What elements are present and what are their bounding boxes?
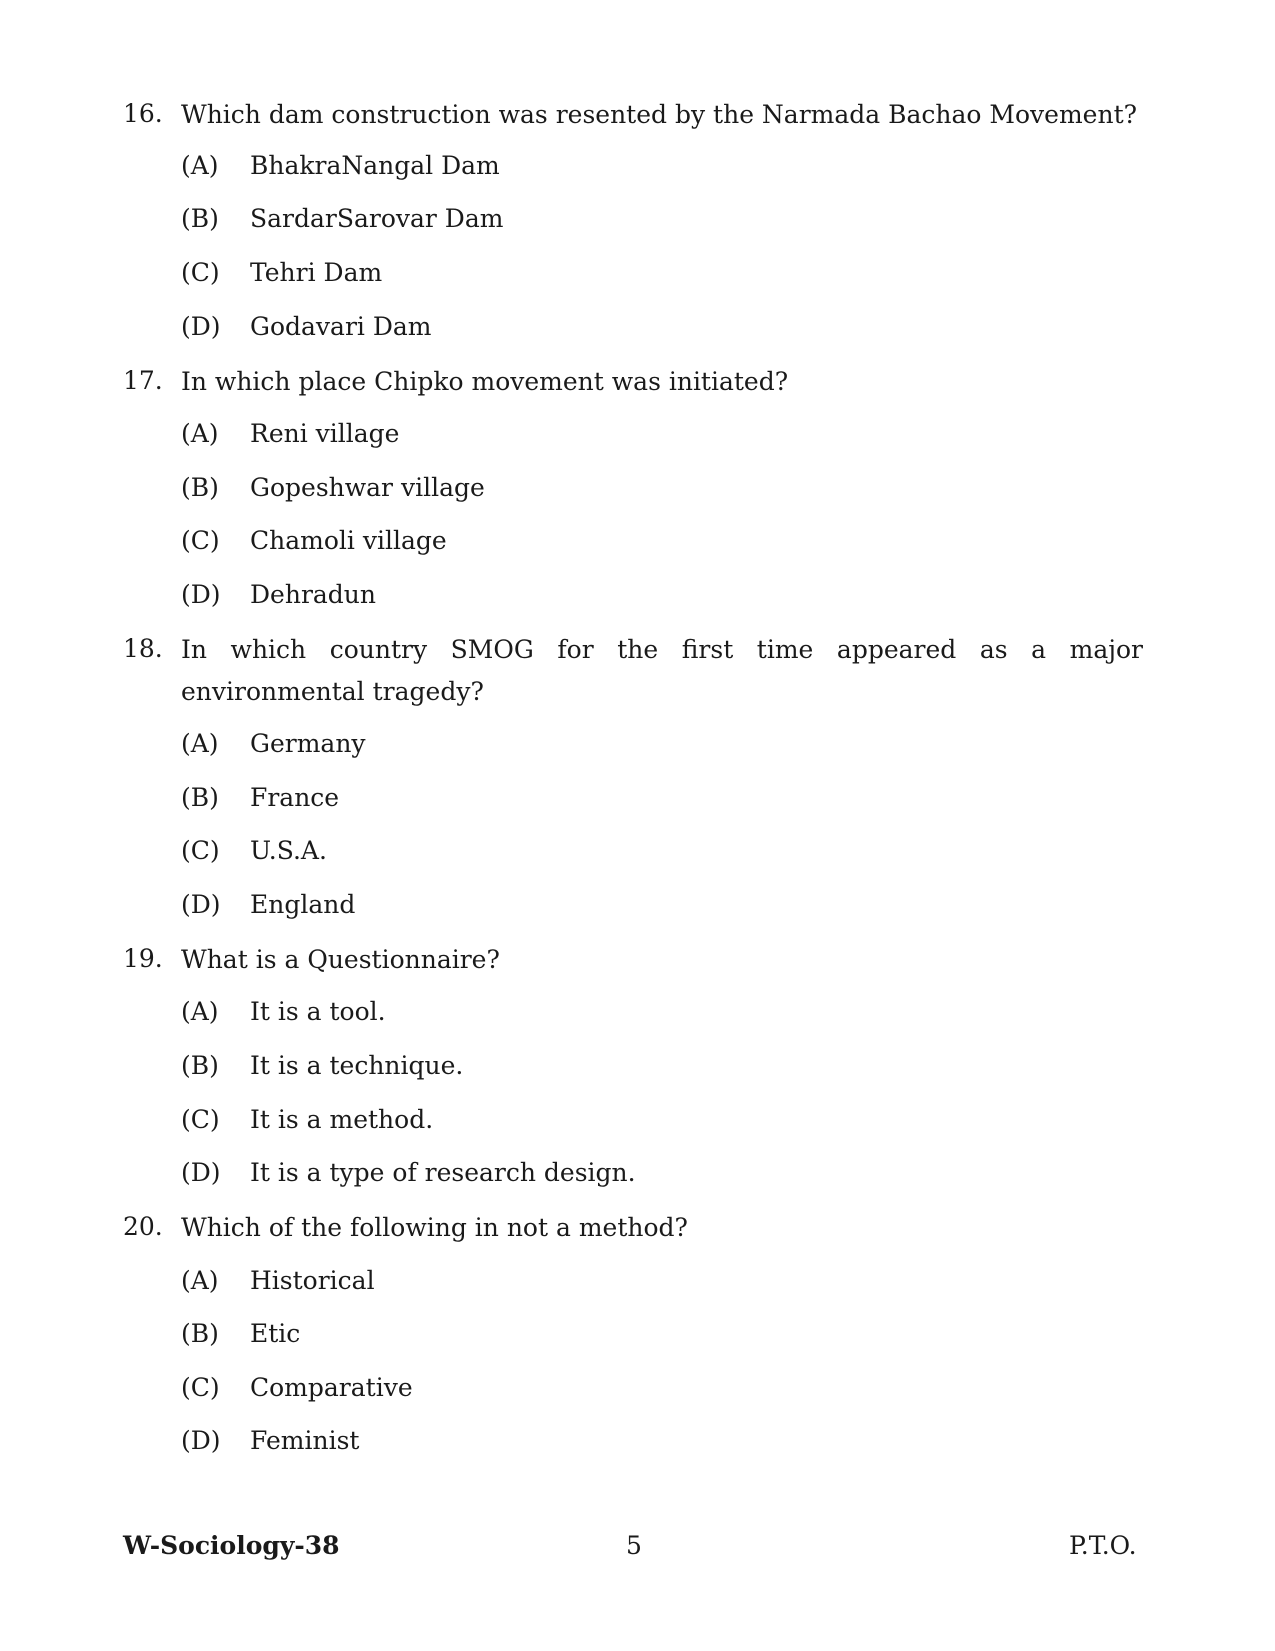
option-17-a [0, 414, 1275, 454]
option-label: (A) [181, 1266, 219, 1295]
question-number: 18. [123, 634, 163, 663]
option-text: Tehri Dam [250, 258, 383, 287]
option-19-d [0, 1153, 1275, 1193]
question-text: Which dam construction was resented by the Narmada Bachao Movement? [181, 100, 1138, 129]
question-text: In which country SMOG for the first time appeared as a major environmental tragedy? [181, 635, 1143, 706]
option-text: England [250, 890, 356, 919]
question-number: 17. [123, 366, 163, 395]
option-label: (B) [181, 473, 219, 502]
option-text: France [250, 783, 340, 812]
option-text: Comparative [250, 1373, 413, 1402]
option-label: (C) [181, 1105, 220, 1134]
option-20-d [0, 1421, 1275, 1461]
option-text: Dehradun [250, 580, 377, 609]
option-label: (B) [181, 1051, 219, 1080]
option-label: (D) [181, 890, 221, 919]
page-footer [0, 1526, 1275, 1566]
question-text: What is a Questionnaire? [181, 945, 500, 974]
option-label: (A) [181, 419, 219, 448]
option-text: It is a tool. [250, 997, 386, 1026]
pto-label: P.T.O. [1069, 1531, 1137, 1560]
option-text: Germany [250, 729, 366, 758]
option-label: (D) [181, 580, 221, 609]
option-17-c [0, 521, 1275, 561]
option-19-c [0, 1100, 1275, 1140]
option-label: (A) [181, 729, 219, 758]
option-text: It is a method. [250, 1105, 434, 1134]
option-label: (B) [181, 204, 219, 233]
option-20-b [0, 1314, 1275, 1354]
option-text: SardarSarovar Dam [250, 204, 504, 233]
option-text: Godavari Dam [250, 312, 432, 341]
option-19-b [0, 1046, 1275, 1086]
paper-code: W-Sociology-38 [123, 1531, 340, 1560]
option-18-c [0, 831, 1275, 871]
question-text: Which of the following in not a method? [181, 1213, 688, 1242]
option-text: It is a type of research design. [250, 1158, 636, 1187]
page-number: 5 [626, 1531, 642, 1560]
option-16-d [0, 307, 1275, 347]
option-label: (B) [181, 783, 219, 812]
option-text: Feminist [250, 1426, 360, 1455]
option-label: (C) [181, 258, 220, 287]
option-17-d [0, 575, 1275, 615]
option-18-a [0, 724, 1275, 764]
question-number: 20. [123, 1212, 163, 1241]
option-17-b [0, 468, 1275, 508]
option-16-a [0, 146, 1275, 186]
option-label: (C) [181, 526, 220, 555]
option-18-b [0, 778, 1275, 818]
option-16-b [0, 199, 1275, 239]
option-label: (A) [181, 997, 219, 1026]
option-label: (B) [181, 1319, 219, 1348]
option-20-c [0, 1368, 1275, 1408]
option-text: Chamoli village [250, 526, 447, 555]
option-label: (D) [181, 312, 221, 341]
option-text: Historical [250, 1266, 375, 1295]
question-text: In which place Chipko movement was initiated? [181, 367, 789, 396]
option-text: BhakraNangal Dam [250, 151, 500, 180]
option-label: (D) [181, 1426, 221, 1455]
option-label: (C) [181, 1373, 220, 1402]
option-19-a [0, 992, 1275, 1032]
option-20-a [0, 1261, 1275, 1301]
option-label: (A) [181, 151, 219, 180]
question-number: 19. [123, 944, 163, 973]
question-number: 16. [123, 99, 163, 128]
option-text: Gopeshwar village [250, 473, 485, 502]
option-18-d [0, 885, 1275, 925]
option-text: Etic [250, 1319, 301, 1348]
option-16-c [0, 253, 1275, 293]
option-label: (D) [181, 1158, 221, 1187]
option-label: (C) [181, 836, 220, 865]
option-text: Reni village [250, 419, 400, 448]
option-text: It is a technique. [250, 1051, 464, 1080]
option-text: U.S.A. [250, 836, 327, 865]
